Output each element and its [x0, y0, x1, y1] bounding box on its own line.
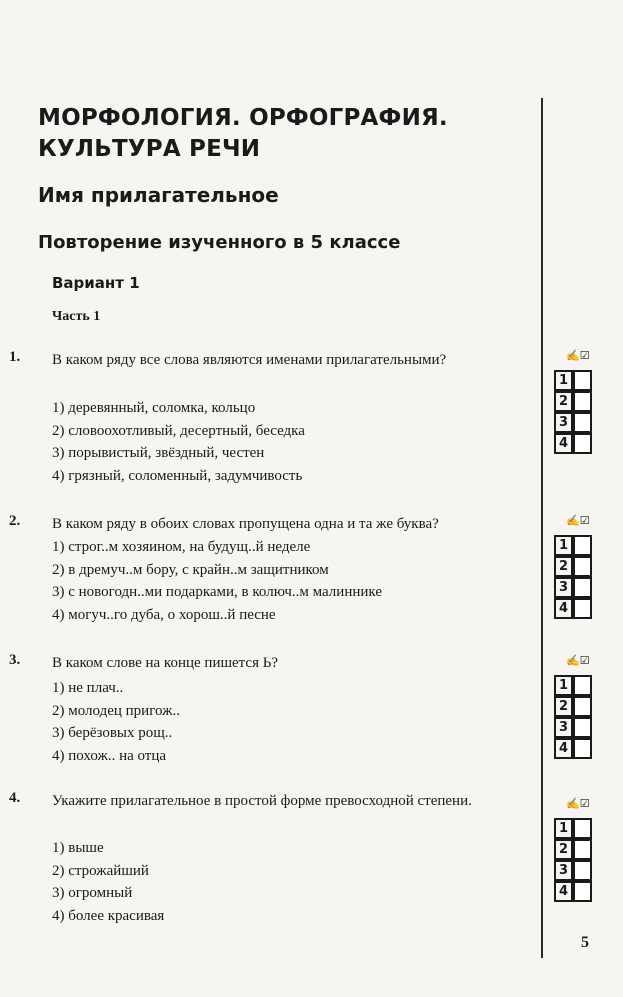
option-4: 4) похож.. на отца [52, 747, 167, 764]
margin-divider [541, 98, 543, 958]
answer-checkbox[interactable] [573, 535, 592, 556]
answer-checkbox[interactable] [573, 860, 592, 881]
question-number: 1. [9, 349, 21, 365]
part-label: Часть 1 [52, 309, 101, 324]
question-text: В каком слове на конце пишется Ь? [52, 655, 279, 671]
question-text: В каком ряду все слова являются именами прилагательными? [52, 352, 447, 368]
options-list [52, 677, 180, 767]
option-4: 4) грязный, соломенный, задумчивость [52, 467, 303, 484]
chapter-title-line1: МОРФОЛОГИЯ. ОРФОГРАФИЯ. [38, 105, 448, 131]
answer-checkbox[interactable] [573, 696, 592, 717]
answer-checkbox[interactable] [573, 738, 592, 759]
option-4: 4) могуч..го дуба, о хорош..й песне [52, 606, 276, 623]
answer-checkbox[interactable] [573, 818, 592, 839]
option-2: 2) строжайший [52, 862, 149, 879]
answer-checkbox[interactable] [573, 839, 592, 860]
pencil-check-icon: ✍☑ [566, 350, 590, 362]
answer-number: 3 [554, 412, 573, 433]
answer-checkbox[interactable] [573, 598, 592, 619]
section-title: Имя прилагательное [38, 183, 279, 207]
answer-checkbox[interactable] [573, 370, 592, 391]
chapter-title-line2: КУЛЬТУРА РЕЧИ [38, 136, 261, 162]
subsection-title: Повторение изученного в 5 классе [38, 232, 401, 253]
question-text: Укажите прилагательное в простой форме превосходной степени. [52, 793, 472, 809]
answer-number: 4 [554, 881, 573, 902]
answer-number: 1 [554, 535, 573, 556]
answer-number: 1 [554, 818, 573, 839]
option-4: 4) более красивая [52, 907, 165, 924]
answer-checkbox[interactable] [573, 881, 592, 902]
question-text: В каком ряду в обоих словах пропущена одна и та же буква? [52, 516, 439, 532]
question-number: 4. [9, 790, 21, 806]
answer-number: 1 [554, 675, 573, 696]
option-3: 3) с новогодн..ми подарками, в колюч..м малиннике [52, 584, 382, 600]
option-1: 1) выше [52, 840, 104, 856]
answer-checkbox[interactable] [573, 717, 592, 738]
answer-number: 4 [554, 598, 573, 619]
pencil-check-icon: ✍☑ [566, 798, 590, 810]
option-1: 1) строг..м хозяином, на будущ..й неделе [52, 539, 311, 555]
option-2: 2) словоохотливый, десертный, беседка [52, 422, 305, 439]
question-number: 3. [9, 652, 21, 668]
answer-checkbox[interactable] [573, 577, 592, 598]
answer-checkbox[interactable] [573, 433, 592, 454]
page-number: 5 [581, 934, 589, 951]
answer-checkbox[interactable] [573, 391, 592, 412]
answer-number: 3 [554, 717, 573, 738]
answer-number: 3 [554, 860, 573, 881]
answer-number: 2 [554, 839, 573, 860]
answer-checkbox[interactable] [573, 675, 592, 696]
option-2: 2) в дремуч..м бору, с крайн..м защитником [52, 561, 329, 578]
answer-number: 3 [554, 577, 573, 598]
pencil-check-icon: ✍☑ [566, 655, 590, 667]
options-list [52, 837, 164, 927]
answer-number: 1 [554, 370, 573, 391]
option-3: 3) порывистый, звёздный, честен [52, 445, 265, 461]
options-list [52, 397, 305, 487]
option-1: 1) не плач.. [52, 680, 124, 696]
answer-number: 2 [554, 556, 573, 577]
option-2: 2) молодец пригож.. [52, 702, 180, 719]
option-1: 1) деревянный, соломка, кольцо [52, 400, 256, 416]
question-number: 2. [9, 513, 21, 529]
answer-number: 2 [554, 391, 573, 412]
answer-number: 4 [554, 433, 573, 454]
answer-number: 2 [554, 696, 573, 717]
option-3: 3) огромный [52, 885, 133, 901]
answer-checkbox[interactable] [573, 412, 592, 433]
variant-label: Вариант 1 [52, 274, 140, 292]
options-list [52, 536, 382, 626]
chapter-title [38, 103, 448, 165]
answer-number: 4 [554, 738, 573, 759]
pencil-check-icon: ✍☑ [566, 515, 590, 527]
option-3: 3) берёзовых рощ.. [52, 725, 173, 741]
answer-checkbox[interactable] [573, 556, 592, 577]
